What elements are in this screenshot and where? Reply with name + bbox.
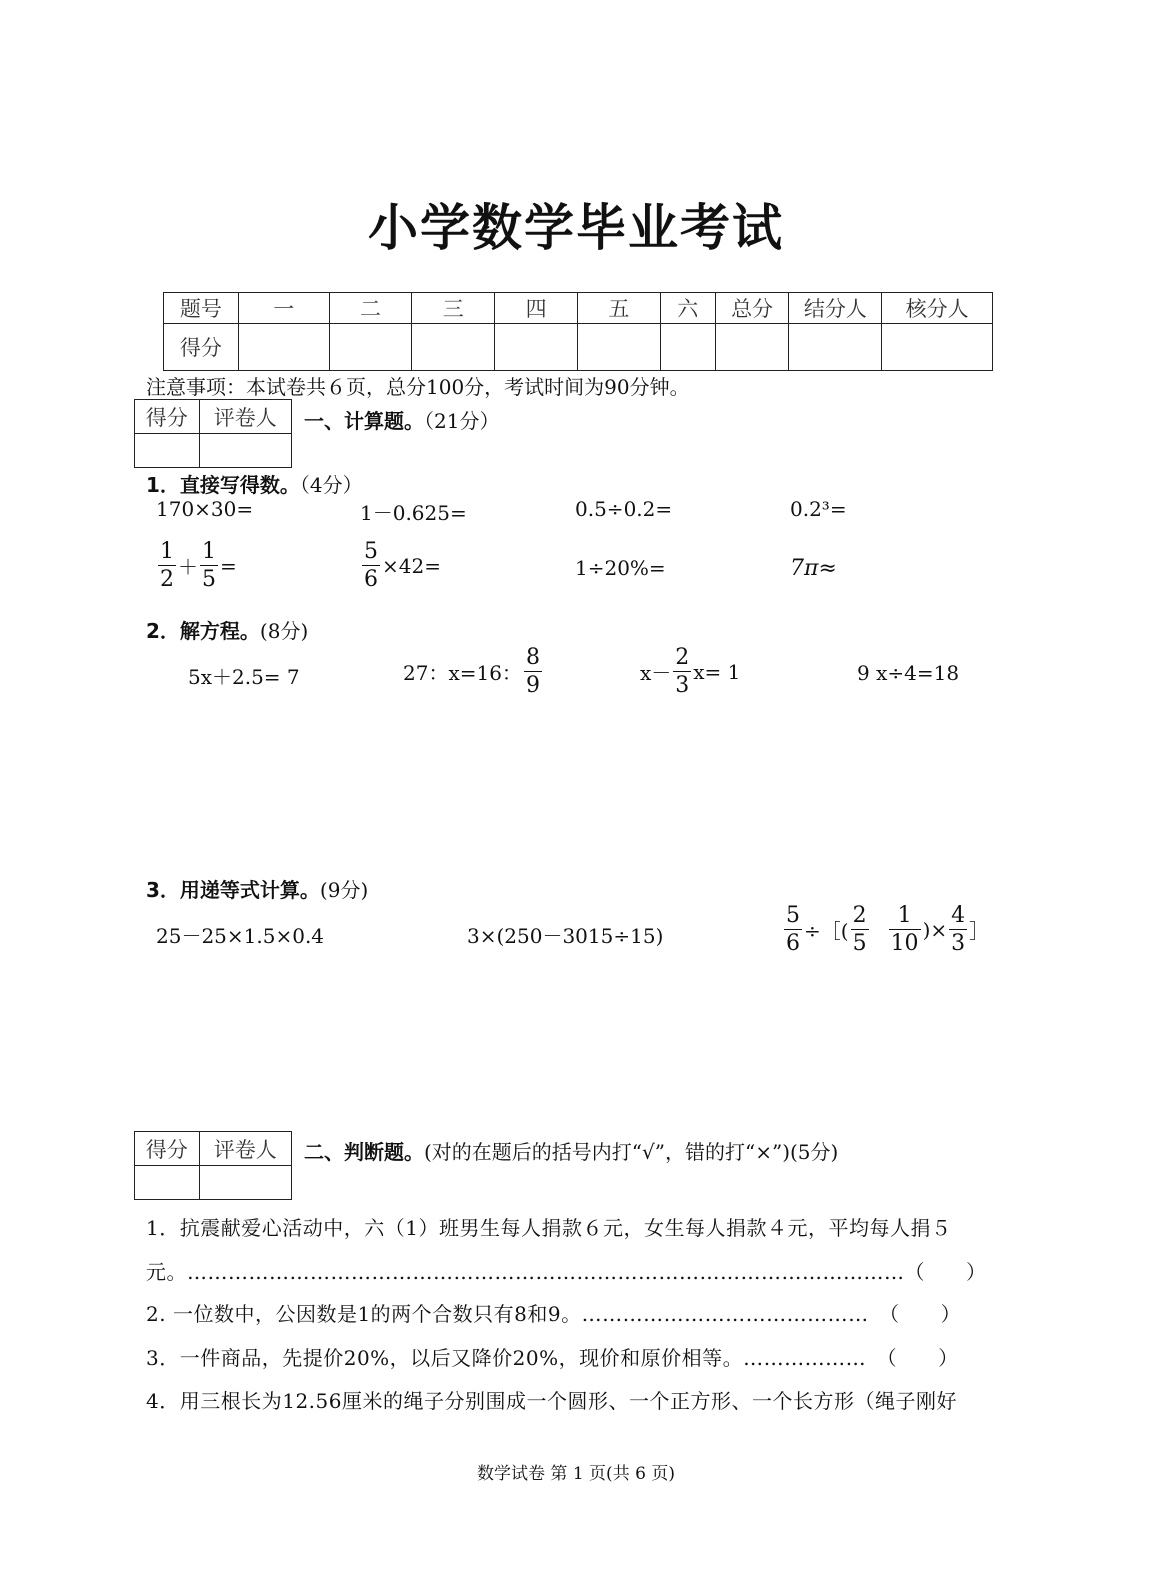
- score-input-cell[interactable]: [495, 324, 578, 371]
- q3-title: 3．用递等式计算。: [146, 878, 320, 902]
- q2-points: (8分): [259, 619, 309, 643]
- score-table: [163, 292, 993, 371]
- score-table-cell: 三: [412, 293, 495, 324]
- q3-heading: [146, 874, 368, 903]
- grader-score-label: 得分: [135, 400, 200, 434]
- score-input-cell[interactable]: [882, 324, 993, 371]
- fraction: $\frac{5}{6}$: [786, 903, 800, 957]
- grader-score-label: 得分: [135, 1132, 200, 1166]
- section1-points: （21分）: [424, 409, 500, 433]
- grader-box: [134, 399, 292, 468]
- section2-title: 二、判断题。: [304, 1140, 424, 1164]
- fraction: $\frac{2}{3}$: [675, 645, 690, 699]
- score-input-cell[interactable]: [660, 324, 715, 371]
- judgement-line: 元。……………………………………………………………………………………………（ ）: [146, 1260, 987, 1284]
- score-table-cell: 二: [329, 293, 412, 324]
- page-footer: 数学试卷 第 1 页(共 6 页): [477, 1464, 675, 1484]
- judgement-line: 1．抗震献爱心活动中，六（1）班男生每人捐款６元，女生每人捐款４元，平均每人捐５: [146, 1216, 952, 1240]
- judgement-line: 4．用三根长为12.56厘米的绳子分别围成一个圆形、一个正方形、一个长方形（绳子刚好: [146, 1389, 957, 1413]
- fraction: $\frac{1}{10}$: [890, 903, 919, 957]
- score-table-cell: 一: [238, 293, 329, 324]
- q3-expression: $\frac{5}{6}$ ÷［( $\frac{2}{5}$ $\frac{1}{10}$ )× $\frac{4}{3}$ ］: [786, 903, 990, 957]
- score-table-cell: 总分: [715, 293, 789, 324]
- score-table-cell: 六: [660, 293, 715, 324]
- score-table-cell: 四: [495, 293, 578, 324]
- q1-fraction-sum: $\frac{1}{2}$ ＋ $\frac{1}{5}$ =: [160, 539, 237, 593]
- section2-heading: [304, 1136, 838, 1165]
- score-table-score-row: [164, 324, 993, 371]
- score-table-cell: 结分人: [789, 293, 882, 324]
- judgement-line: 3．一件商品，先提价20%，以后又降价20%，现价和原价相等。……………… （ ）: [146, 1346, 959, 1370]
- section2-instruction: (对的在题后的括号内打“√”，错的打“×”)(5分): [424, 1140, 839, 1164]
- q1-item: 1÷20%=: [575, 556, 666, 580]
- grader-box: [134, 1131, 292, 1200]
- q1-item: 0.2³=: [790, 497, 847, 521]
- score-table-cell: 得分: [164, 324, 239, 371]
- grader-name-cell[interactable]: [199, 434, 291, 468]
- score-input-cell[interactable]: [329, 324, 412, 371]
- page-title: 小学数学毕业考试: [368, 199, 784, 257]
- fraction: $\frac{2}{5}$: [852, 903, 867, 957]
- q2-title: 2．解方程。: [146, 619, 260, 643]
- q2-equation: 5x＋2.5= 7: [188, 665, 300, 689]
- grader-score-cell[interactable]: [135, 1166, 200, 1200]
- score-table-cell: 核分人: [882, 293, 993, 324]
- q1-title: 1．直接写得数。: [146, 473, 300, 497]
- score-input-cell[interactable]: [577, 324, 660, 371]
- q1-heading: [146, 469, 363, 498]
- q2-equation: 9 x÷4=18: [857, 661, 960, 685]
- section1-heading: [304, 405, 499, 434]
- q1-points: （4分）: [299, 473, 363, 497]
- exam-notice: 注意事项：本试卷共６页，总分100分，考试时间为90分钟。: [146, 375, 690, 399]
- q1-fraction-product: $\frac{5}{6}$ ×42=: [364, 539, 441, 593]
- q1-item: 7π≈: [790, 556, 837, 581]
- grader-name-cell[interactable]: [199, 1166, 291, 1200]
- score-input-cell[interactable]: [715, 324, 789, 371]
- fraction: $\frac{5}{6}$: [364, 539, 378, 593]
- section1-title: 一、计算题。: [304, 409, 424, 433]
- fraction: $\frac{4}{3}$: [951, 903, 966, 957]
- score-input-cell[interactable]: [238, 324, 329, 371]
- score-input-cell[interactable]: [789, 324, 882, 371]
- q1-item: 0.5÷0.2=: [575, 497, 673, 521]
- grader-name-label: 评卷人: [199, 1132, 291, 1166]
- q3-expression: 3×(250－3015÷15): [467, 924, 664, 948]
- q3-expression: 25－25×1.5×0.4: [156, 924, 325, 948]
- score-input-cell[interactable]: [412, 324, 495, 371]
- grader-score-cell[interactable]: [135, 434, 200, 468]
- grader-name-label: 评卷人: [199, 400, 291, 434]
- q1-item: 170×30=: [156, 497, 254, 521]
- score-table-cell: 题号: [164, 293, 239, 324]
- q2-equation: x－ $\frac{2}{3}$ x= 1: [640, 645, 741, 699]
- fraction: $\frac{1}{5}$: [202, 539, 216, 593]
- q2-heading: [146, 615, 308, 644]
- q3-points: (9分): [319, 878, 369, 902]
- fraction: $\frac{8}{9}$: [525, 645, 540, 699]
- q2-equation: 27：x=16： $\frac{8}{9}$: [403, 645, 540, 699]
- score-table-cell: 五: [577, 293, 660, 324]
- fraction: $\frac{1}{2}$: [160, 539, 174, 593]
- q1-item: 1－0.625=: [360, 501, 467, 525]
- score-table-header-row: [164, 293, 993, 324]
- judgement-line: 2. 一位数中，公因数是1的两个合数只有8和9。…………………………………… （ ）: [146, 1302, 962, 1326]
